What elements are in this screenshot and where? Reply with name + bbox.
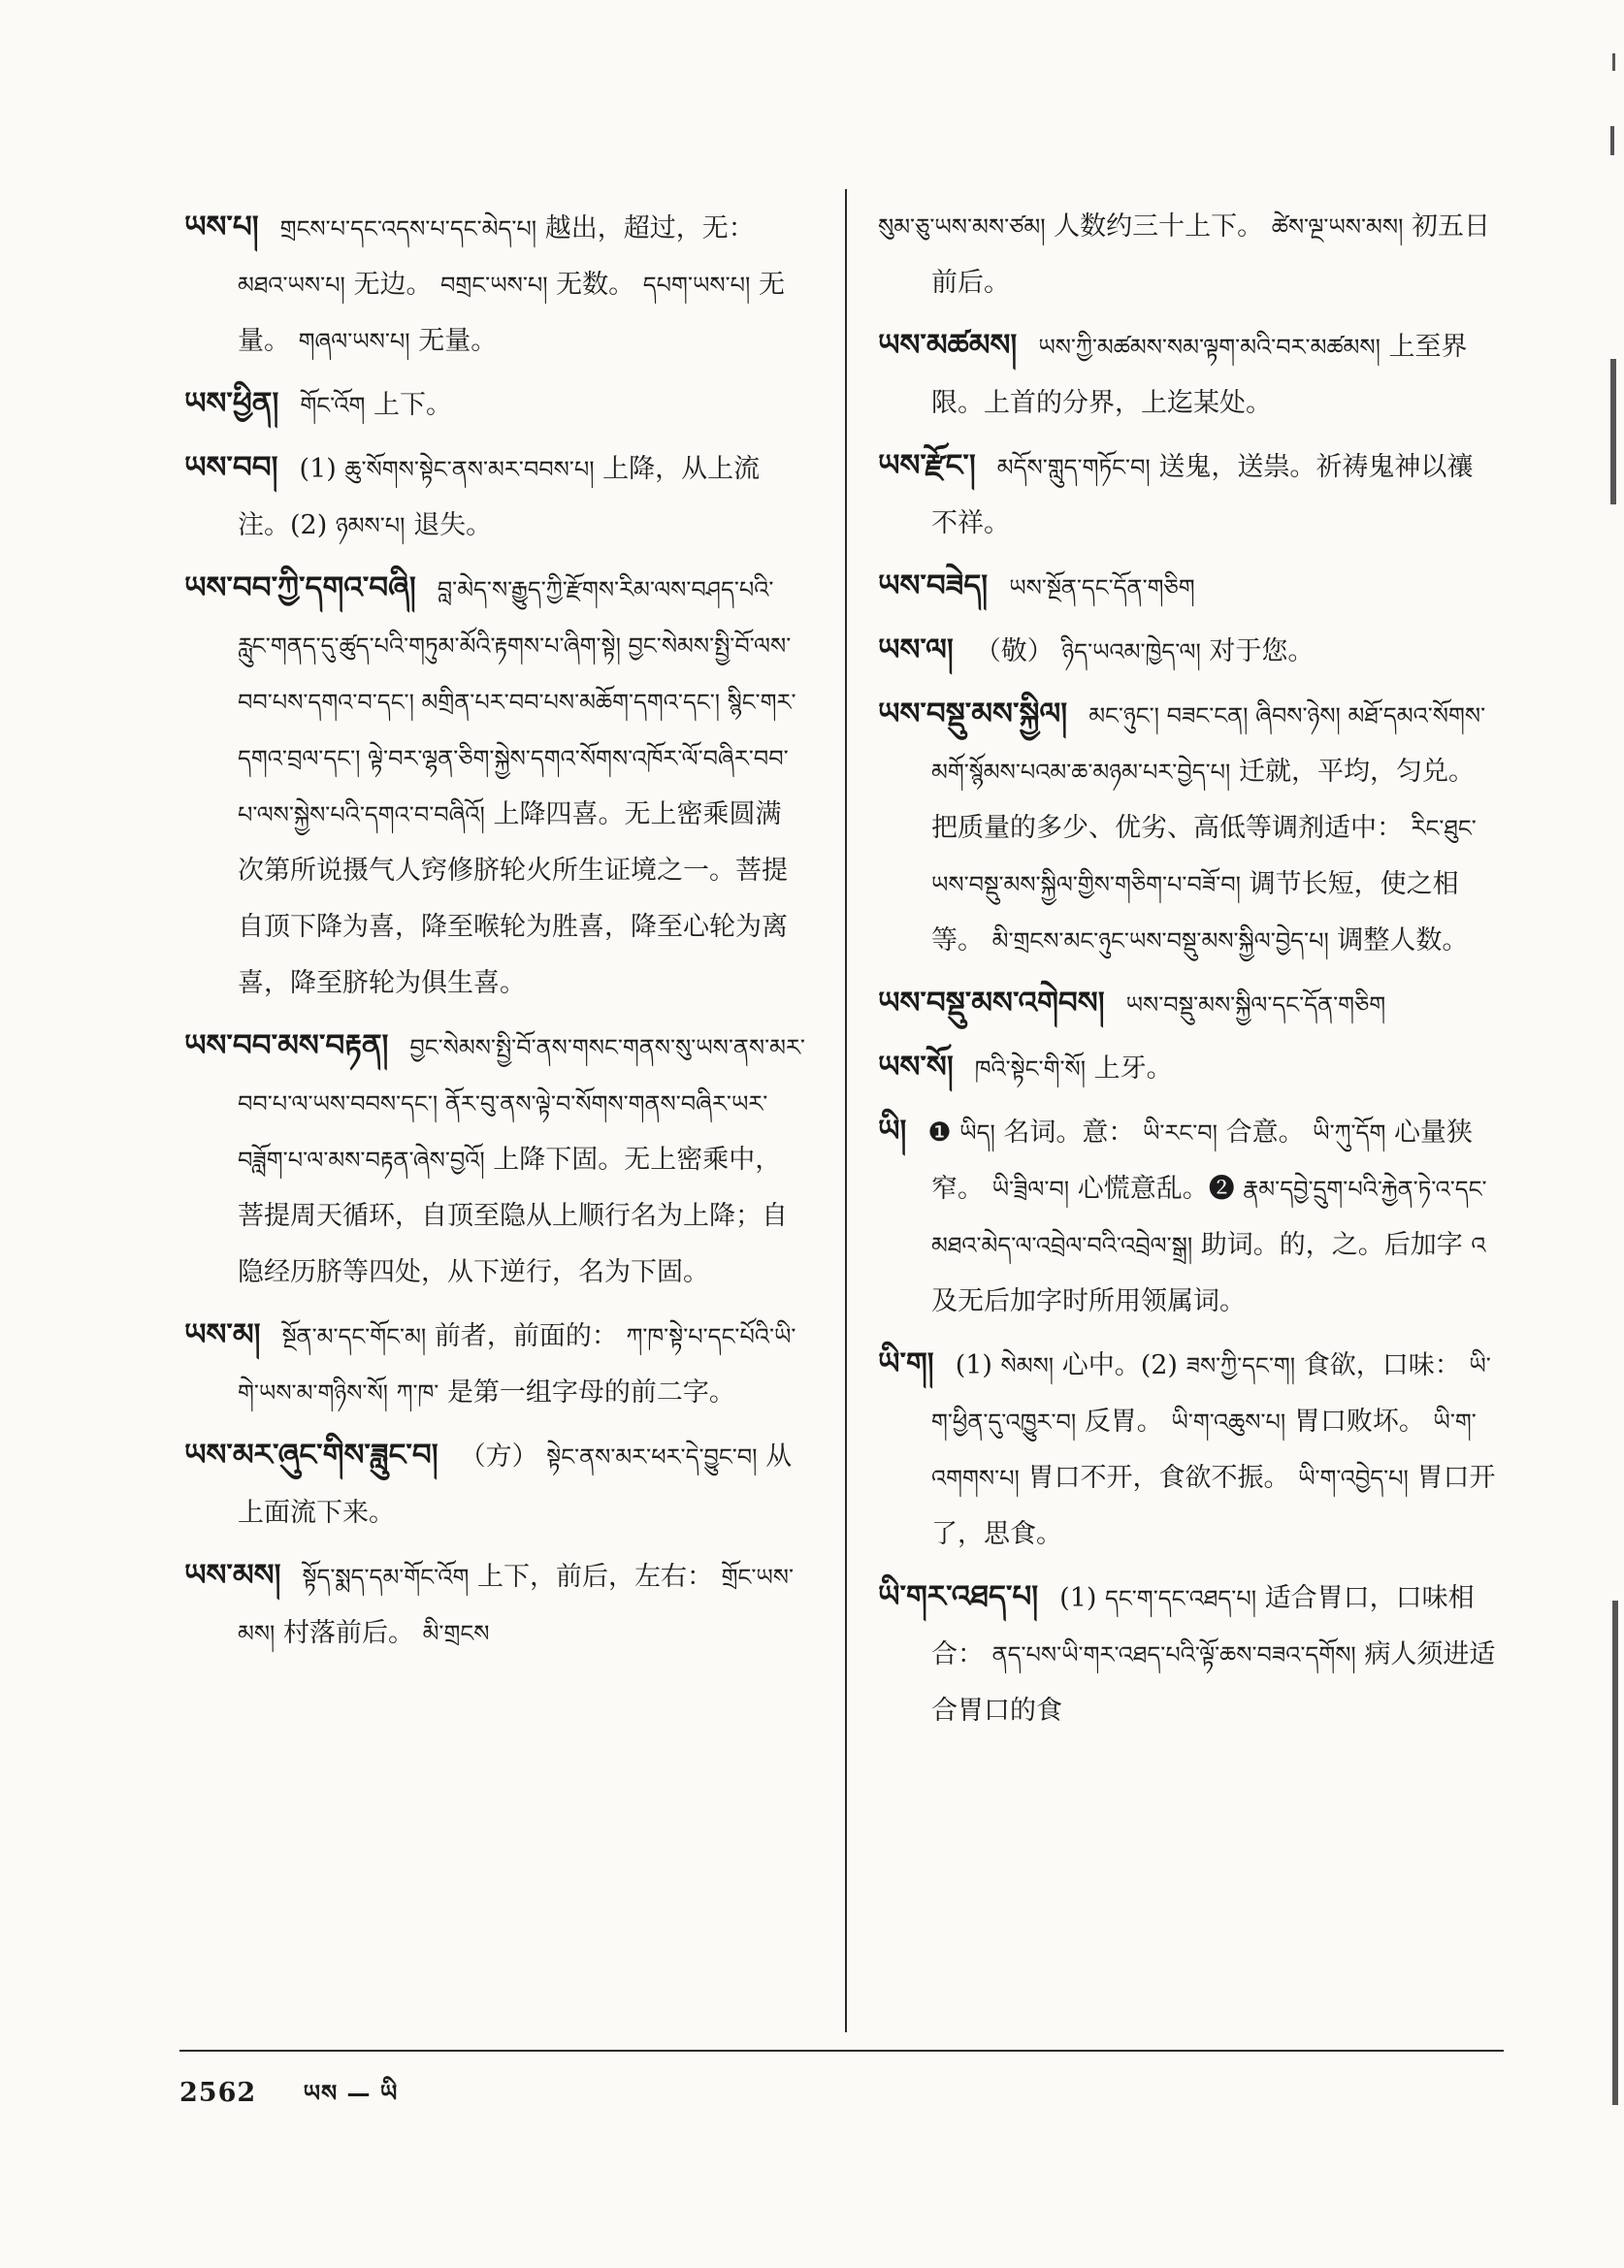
chinese-text: (1) xyxy=(1059,1583,1097,1613)
tibetan-text: གྲངས་པ་དང་འདས་པ་དང་མེད་པ། xyxy=(279,215,537,243)
right-column xyxy=(878,199,1499,1745)
tibetan-text: གྲོང་ཡས་མས། xyxy=(238,1564,795,1647)
tibetan-text: བྱང་སེམས་སྤྱི་བོ་ནས་གསང་གནས་སུ་ཡས་ནས་མར་བབ་པ་ལ་ཡས་བབས་དང་། ནོར་བུ་ནས་ལྟེ་བ་སོགས་གནས་བཞིར་ཡར་བཟློག་པ་ལ་མས་བརྟན་ཞེས་བྱའོ། xyxy=(238,1034,805,1174)
headword: ཡས་མཚམས། xyxy=(878,328,1018,363)
dictionary-entry xyxy=(878,1039,1499,1097)
headword: ཡས་ལ། xyxy=(878,632,954,667)
chinese-text: 上降四喜。无上密乘圆满次第所说摄气人窍修脐轮火所生证境之一。菩提自顶下降为喜，降至喉轮为胜喜，降至心轮为离喜，降至脐轮为俱生喜。 xyxy=(238,799,788,998)
dictionary-entry xyxy=(184,1547,805,1662)
tibetan-text: རིང་ཐུང་ཡས་བསྡུ་མས་སྐྱིལ་གྱིས་གཅིག་པ་བཟོ་བ། xyxy=(931,815,1477,898)
chinese-text: 名词。意： xyxy=(1003,1118,1135,1148)
chinese-text: 调整人数。 xyxy=(1337,925,1469,956)
dictionary-entry xyxy=(878,1569,1499,1739)
headword: ཡས་བབ། xyxy=(184,450,278,485)
tibetan-text: བླ་མེད་ས་རྒྱུད་ཀྱི་རྫོགས་རིམ་ལས་བཤད་པའི་རླུང་གནད་དུ་ཚུད་པའི་གཏུམ་མོའི་རྟགས་པ་ཞིག་སྟེ། བྱང་སེམས་སྤྱི་བོ་ལས་བབ་པས་དགའ་བ་དང་། མགྲིན་པར་བབ་པས་མཆོག་དགའ་དང་། སྙིང་གར་དགའ་བྲལ་དང་། ལྟེ་བར་ལྷན་ཅིག་སྐྱེས་དགའ་སོགས་འཁོར་ལོ་བཞིར་བབ་པ་ལས་སྐྱེས་པའི་དགའ་བ་བཞིའོ། xyxy=(238,576,796,828)
chinese-text: （方） xyxy=(459,1442,538,1472)
chinese-text: 合意。 xyxy=(1225,1118,1305,1148)
chinese-text: 胃口开了，思食。 xyxy=(931,1463,1496,1549)
tibetan-text: ཡས་བསྡུ་མས་སྐྱིལ་དང་དོན་གཅིག xyxy=(1125,991,1386,1019)
chinese-text: 胃口不开，食欲不振。 xyxy=(1027,1463,1290,1493)
dictionary-entry xyxy=(878,437,1499,552)
tibetan-text: མདོས་གླུད་གཏོང་བ། xyxy=(996,454,1151,481)
tibetan-text: རྣམ་དབྱེ་དྲུག་པའི་རྐྱེན་ཏེ་འ་དང་མཐའ་མེད་ལ་འབྲེལ་བའི་འབྲེལ་སྒྲ། xyxy=(931,1176,1487,1259)
chinese-text: 无边。 xyxy=(353,270,433,300)
tibetan-text: གོང་འོག xyxy=(300,392,366,419)
dictionary-entry xyxy=(878,686,1499,969)
dictionary-entry xyxy=(878,199,1499,311)
scan-mark xyxy=(1610,126,1614,155)
dictionary-entry xyxy=(878,1103,1499,1330)
chinese-text: (1) xyxy=(299,454,337,484)
tibetan-text: ཡས་ཀྱི་མཚམས་སམ་ལྟག་མའི་བར་མཚམས། xyxy=(1038,334,1380,361)
chinese-text: 迁就，平均，匀兑。把质量的多少、优劣、高低等调剂适中： xyxy=(931,757,1475,843)
headword: ཡི་གར་འཐད་པ། xyxy=(878,1579,1039,1614)
chinese-text: 从上面流下来。 xyxy=(238,1442,793,1528)
tibetan-text: ཡི་ག་ཕྱིན་དུ་འཁྱུར་བ། xyxy=(931,1352,1491,1436)
chinese-text: 病人须进适合胃口的食 xyxy=(931,1639,1496,1726)
tibetan-text: ཡི་ཟྲིལ་བ། xyxy=(991,1176,1070,1203)
chinese-text: 前者，前面的： xyxy=(434,1321,618,1351)
dictionary-entry xyxy=(184,1307,805,1421)
dictionary-entry xyxy=(184,1427,805,1541)
chinese-text: 胃口败坏。 xyxy=(1293,1407,1425,1437)
dictionary-entry xyxy=(878,1336,1499,1563)
chinese-text: 上下。 xyxy=(374,390,453,420)
scan-mark xyxy=(1612,53,1615,71)
chinese-text: 上至界限。上首的分界，上迄某处。 xyxy=(931,332,1468,418)
chinese-text: 人数约三十上下。 xyxy=(1054,211,1264,242)
tibetan-text: ཀ་ཁ་སྟེ་པ་དང་པོའི་ཡི་གེ་ཡས་མ་གཉིས་སོ། xyxy=(238,1323,796,1407)
chinese-text: 初五日前后。 xyxy=(931,211,1490,298)
chinese-text: 食欲，口味： xyxy=(1303,1350,1461,1380)
tibetan-text: སེམས། xyxy=(1000,1352,1055,1379)
tibetan-text: ཀ་ཁ་ xyxy=(396,1379,439,1407)
scan-mark xyxy=(1612,1601,1618,2105)
tibetan-text: མི་གྲངས xyxy=(422,1620,490,1647)
tibetan-text: སྔོན་མ་དང་གོང་མ། xyxy=(281,1323,427,1350)
chinese-text: 无量。 xyxy=(238,270,785,356)
headword: ཡས་མ། xyxy=(184,1317,261,1352)
headword: ཡས་པ། xyxy=(184,210,259,244)
headword: ཡི་ག། xyxy=(878,1346,934,1381)
headword: ཡས་ཕྱིན། xyxy=(184,386,279,421)
tibetan-text: ཆུ་སོགས་སྟེང་ནས་མར་བབས་པ། xyxy=(344,456,595,483)
tibetan-text: མི་གྲངས་མང་ཉུང་ཡས་བསྡུ་མས་སྐྱིལ་བྱེད་པ། xyxy=(991,927,1329,955)
dictionary-entry xyxy=(184,199,805,370)
chinese-text: 无数。 xyxy=(556,270,635,300)
chinese-text: 是第一组字母的前二字。 xyxy=(446,1377,735,1408)
headword: ཡས་མར་ཞུང་གིས་ཟླུང་བ། xyxy=(184,1438,438,1473)
tibetan-text: ཡི་ག་འབྱེད་པ། xyxy=(1298,1465,1409,1492)
chinese-text: 心中。(2) xyxy=(1061,1350,1178,1380)
tibetan-text: འ xyxy=(1471,1232,1486,1259)
page-footer xyxy=(179,2068,435,2133)
headword: ཡས་བབ་མས་བརྟན། xyxy=(184,1028,389,1063)
tibetan-text: མང་ཉུང་། བཟང་ངན། ཞིབས་ཉེས། མཐོ་དམའ་སོགས་མགོ་སྙོམས་པའམ་ཆ་མཉམ་པར་བྱེད་པ། xyxy=(931,702,1486,786)
chinese-text: 上牙。 xyxy=(1093,1053,1173,1084)
tibetan-text: ཡི་ག་འཆུས་པ། xyxy=(1171,1409,1286,1436)
chinese-text: 村落前后。 xyxy=(282,1618,414,1648)
chinese-text: 无量。 xyxy=(418,326,498,356)
headword: ཡས་བབ་ཀྱི་དགའ་བཞི། xyxy=(184,570,416,605)
chinese-text: 助词。的，之。后加字 xyxy=(1200,1230,1463,1260)
chinese-text: 心量狭窄。 xyxy=(931,1118,1473,1204)
headword: ཡས་རྫོང་། xyxy=(878,448,976,483)
footer-rule xyxy=(179,2050,1504,2052)
chinese-text: 越出，超过，无： xyxy=(544,213,755,243)
dictionary-entry xyxy=(878,317,1499,432)
chinese-text: 上降下固。无上密乘中，菩提周天循环，自顶至隐从上顺行名为上降；自隐经历脐等四处，从下逆行，名为下固。 xyxy=(238,1145,788,1287)
headword: ཡས་བསྡུ་མས་སྐྱིལ། xyxy=(878,697,1068,731)
tibetan-text: ཚེས་ལྔ་ཡས་མས། xyxy=(1271,213,1404,241)
chinese-text: 对于您。 xyxy=(1209,636,1315,666)
left-column xyxy=(184,199,805,1668)
dictionary-entry xyxy=(184,560,805,1012)
chinese-text: 心慌意乱。❷ xyxy=(1077,1174,1235,1204)
chinese-text: (1) xyxy=(955,1350,992,1380)
chinese-text: 调节长短，使之相等。 xyxy=(931,869,1459,956)
tibetan-text: དཔག་ཡས་པ། xyxy=(642,272,751,299)
tibetan-text: ཁའི་སྟེང་གི་སོ། xyxy=(974,1055,1087,1083)
tibetan-text: ཟས་ཀྱི་དང་ག། xyxy=(1186,1352,1296,1379)
dictionary-entry xyxy=(878,975,1499,1033)
headword: ཡས་བསྡུ་མས་འགེབས། xyxy=(878,986,1105,1021)
dictionary-entry xyxy=(184,375,805,434)
tibetan-text: ཡས་སྔོན་དང་དོན་གཅིག xyxy=(1009,574,1195,601)
dictionary-entry xyxy=(878,622,1499,680)
column-divider xyxy=(845,189,847,2032)
tibetan-text: ཡི་རང་བ། xyxy=(1142,1119,1218,1147)
chinese-text: 上降，从上流注。(2) xyxy=(238,454,761,540)
tibetan-text: སྟོད་སྨད་དམ་གོང་འོག xyxy=(302,1564,470,1591)
tibetan-text: ཡིད། xyxy=(959,1119,995,1147)
chinese-text: 适合胃口，口味相合： xyxy=(931,1583,1475,1669)
chinese-text: 上下，前后，左右： xyxy=(477,1562,714,1592)
dictionary-entry xyxy=(878,558,1499,616)
tibetan-text: ཡི་ཀུ་དོག xyxy=(1313,1119,1386,1147)
headword: ཡི། xyxy=(878,1114,907,1149)
headword: ཡས་མས། xyxy=(184,1558,281,1593)
scan-mark xyxy=(1610,359,1616,504)
tibetan-text: གཞལ་ཡས་པ། xyxy=(298,328,410,355)
chinese-text: 及无后加字时所用领属词。 xyxy=(931,1286,1246,1316)
chinese-text: （敬） xyxy=(974,636,1054,666)
chinese-text: ❶ xyxy=(927,1118,952,1148)
tibetan-text: ནད་པས་ཡི་གར་འཐད་པའི་ལྟོ་ཆས་བཟའ་དགོས། xyxy=(991,1641,1356,1669)
page-range: ཡས — ཡི xyxy=(303,2080,399,2107)
tibetan-text: ཉིད་ཡའམ་ཁྱེད་ལ། xyxy=(1061,638,1201,665)
tibetan-text: སུམ་ཅུ་ཡས་མས་ཙམ། xyxy=(878,213,1046,241)
tibetan-text: བགྲང་ཡས་པ། xyxy=(440,272,548,299)
chinese-text: 送鬼，送祟。祈祷鬼神以禳不祥。 xyxy=(931,452,1474,538)
dictionary-entry xyxy=(184,439,805,554)
tibetan-text: མཐའ་ཡས་པ། xyxy=(238,272,345,299)
tibetan-text: ཉམས་པ། xyxy=(335,512,406,539)
chinese-text: 退失。 xyxy=(413,510,493,540)
tibetan-text: ཡི་ག་འགགས་པ། xyxy=(931,1409,1477,1492)
dictionary-entry xyxy=(184,1018,805,1301)
chinese-text: 反胃。 xyxy=(1084,1407,1163,1437)
headword: ཡས་བཟེད། xyxy=(878,568,989,603)
headword: ཡས་སོ། xyxy=(878,1050,954,1085)
tibetan-text: སྟེང་ནས་མར་ཕར་དེ་བྱུང་བ། xyxy=(546,1443,758,1471)
page-number: 2562 xyxy=(179,2078,257,2108)
tibetan-text: དང་ག་དང་འཐད་པ། xyxy=(1105,1585,1257,1612)
